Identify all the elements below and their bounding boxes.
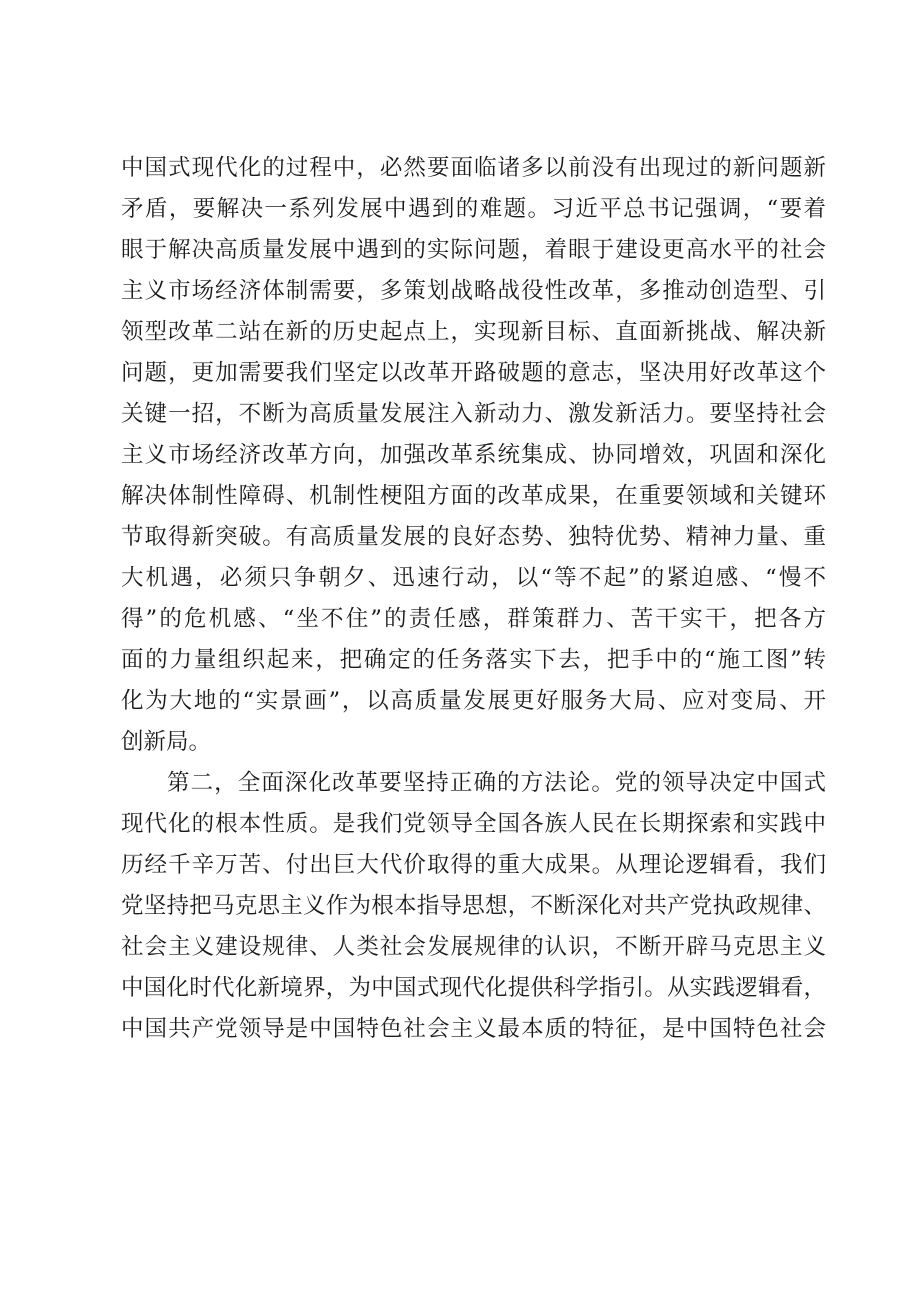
paragraph-1 bbox=[121, 148, 826, 763]
text-line: 创新局。 bbox=[121, 729, 212, 755]
text-line: 矛盾，要解决一系列发展中遇到的难题。习近平总书记强调，“要着 bbox=[121, 196, 826, 222]
text-line: 第二，全面深化改革要坚持正确的方法论。党的领导决定中国式 bbox=[167, 770, 826, 796]
body-text bbox=[121, 148, 826, 1050]
text-line: 社会主义建设规律、人类社会发展规律的认识，不断开辟马克思主义 bbox=[121, 934, 826, 960]
text-line: 面的力量组织起来，把确定的任务落实下去，把手中的“施工图”转 bbox=[121, 647, 826, 673]
text-line: 中国化时代化新境界，为中国式现代化提供科学指引。从实践逻辑看， bbox=[121, 975, 826, 1001]
text-line: 主义市场经济体制需要，多策划战略战役性改革，多推动创造型、引 bbox=[121, 278, 826, 304]
text-line: 主义市场经济改革方向，加强改革系统集成、协同增效，巩固和深化 bbox=[121, 442, 826, 468]
text-line: 中国式现代化的过程中，必然要面临诸多以前没有出现过的新问题新 bbox=[121, 155, 826, 181]
text-line: 领型改革二站在新的历史起点上，实现新目标、直面新挑战、解决新 bbox=[121, 319, 826, 345]
text-line: 眼于解决高质量发展中遇到的实际问题，着眼于建设更高水平的社会 bbox=[121, 237, 826, 263]
text-line: 问题，更加需要我们坚定以改革开路破题的意志，坚决用好改革这个 bbox=[121, 360, 826, 386]
text-line: 化为大地的“实景画”，以高质量发展更好服务大局、应对变局、开 bbox=[121, 688, 826, 714]
text-line: 关键一招，不断为高质量发展注入新动力、激发新活力。要坚持社会 bbox=[121, 401, 826, 427]
text-line: 中国共产党领导是中国特色社会主义最本质的特征，是中国特色社会 bbox=[121, 1016, 826, 1042]
text-line: 得”的危机感、“坐不住”的责任感，群策群力、苦干实干，把各方 bbox=[121, 606, 826, 632]
paragraph-2 bbox=[121, 763, 826, 1050]
text-line: 现代化的根本性质。是我们党领导全国各族人民在长期探索和实践中 bbox=[121, 811, 826, 837]
text-line: 节取得新突破。有高质量发展的良好态势、独特优势、精神力量、重 bbox=[121, 524, 826, 550]
text-line: 解决体制性障碍、机制性梗阻方面的改革成果，在重要领域和关键环 bbox=[121, 483, 826, 509]
text-line: 历经千辛万苦、付出巨大代价取得的重大成果。从理论逻辑看，我们 bbox=[121, 852, 826, 878]
text-line: 大机遇，必须只争朝夕、迅速行动，以“等不起”的紧迫感、“慢不 bbox=[121, 565, 826, 591]
text-line: 党坚持把马克思主义作为根本指导思想，不断深化对共产党执政规律、 bbox=[121, 893, 826, 919]
